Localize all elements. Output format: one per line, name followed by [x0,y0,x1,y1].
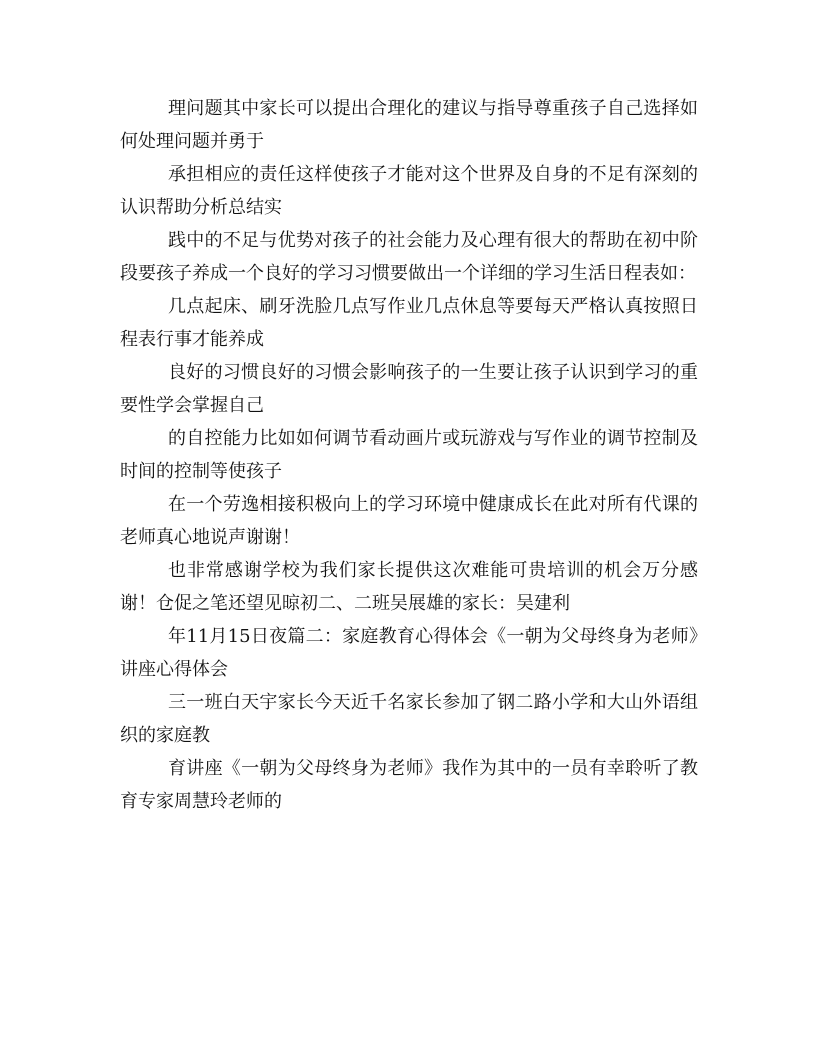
paragraph-2: 承担相应的责任这样使孩子才能对这个世界及自身的不足有深刻的认识帮助分析总结实 [120,164,698,218]
paragraph-6: 的自控能力比如如何调节看动画片或玩游戏与写作业的调节控制及时间的控制等使孩子 [120,428,698,482]
paragraph-10: 三一班白天宇家长今天近千名家长参加了钢二路小学和大山外语组织的家庭教 [120,692,698,746]
paragraph-11: 育讲座《一朝为父母终身为老师》我作为其中的一员有幸聆听了教育专家周慧玲老师的 [120,758,698,812]
paragraph-4: 几点起床、刷牙洗脸几点写作业几点休息等要每天严格认真按照日程表行事才能养成 [120,296,698,350]
paragraph-1: 理问题其中家长可以提出合理化的建议与指导尊重孩子自己选择如何处理问题并勇于 [120,98,698,152]
paragraph-7: 在一个劳逸相接积极向上的学习环境中健康成长在此对所有代课的老师真心地说声谢谢！ [120,494,698,548]
paragraph-3: 践中的不足与优势对孩子的社会能力及心理有很大的帮助在初中阶段要孩子养成一个良好的学习习惯要做出一个详细的学习生活日程表如： [120,230,698,284]
paragraph-5: 良好的习惯良好的习惯会影响孩子的一生要让孩子认识到学习的重要性学会掌握自己 [120,362,698,416]
paragraph-8: 也非常感谢学校为我们家长提供这次难能可贵培训的机会万分感谢！仓促之笔还望见晾初二、二班吴展雄的家长：吴建利 [120,560,698,614]
paragraph-9: 年11月15日夜篇二：家庭教育心得体会《一朝为父母终身为老师》讲座心得体会 [120,626,698,680]
document-body [120,92,698,818]
